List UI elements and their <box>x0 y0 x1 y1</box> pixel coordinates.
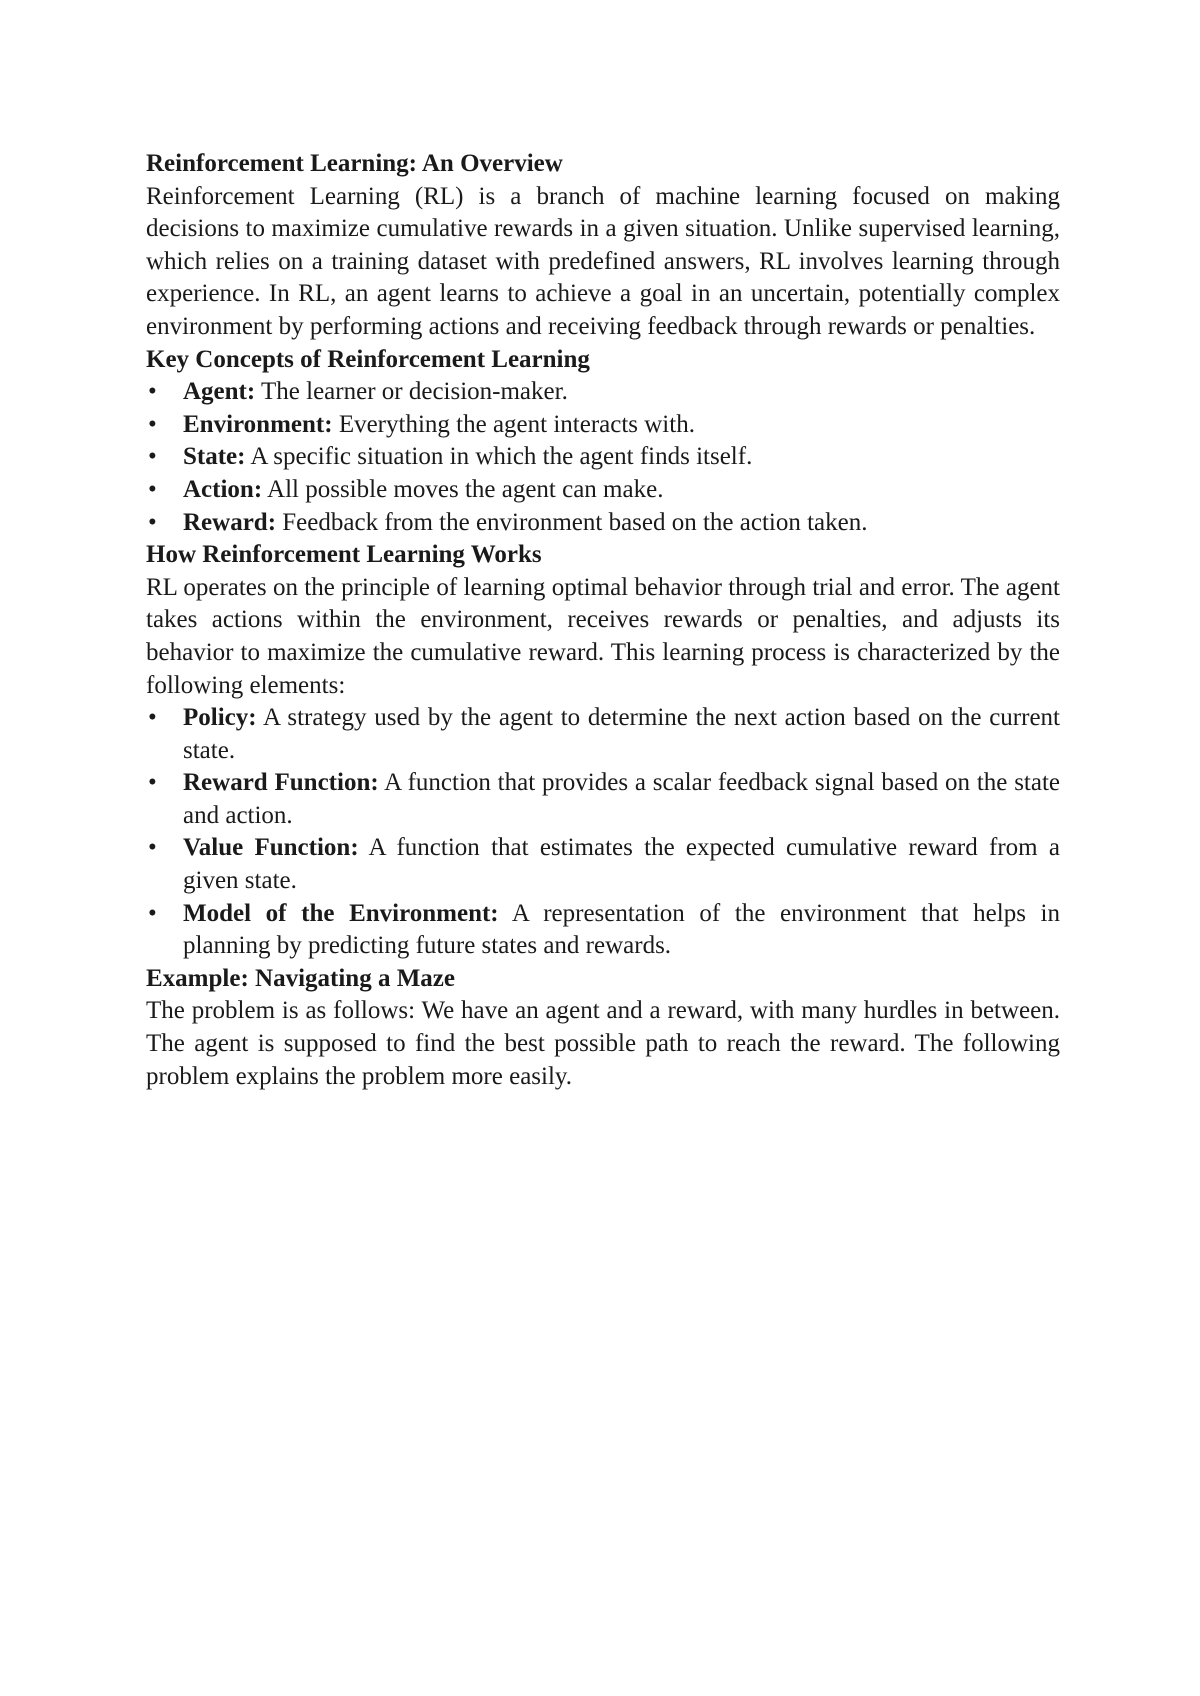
bullet-icon: • <box>148 834 157 862</box>
term-label: Agent: <box>183 378 256 406</box>
list-item <box>146 702 1060 767</box>
bullet-icon: • <box>148 475 157 503</box>
example-paragraph: The problem is as follows: We have an agent and a reward, with many hurdles in between. The agent is supposed to find the best possible path to reach the reward. The following problem explains the problem more easily. <box>146 997 1060 1090</box>
bullet-icon: • <box>148 410 157 438</box>
list-item <box>146 898 1060 963</box>
elements-list <box>146 702 1060 963</box>
term-label: State: <box>183 443 246 471</box>
list-item <box>146 767 1060 832</box>
term-description: Everything the agent interacts with. <box>332 410 695 438</box>
term-description: A function that estimates the expected cumulative reward from a given state. <box>183 834 1060 895</box>
term-description: Feedback from the environment based on the action taken. <box>276 508 868 536</box>
list-item <box>146 441 1060 474</box>
list-item <box>146 409 1060 442</box>
term-description: A strategy used by the agent to determine the next action based on the current state. <box>183 704 1060 764</box>
key-concepts-heading: Key Concepts of Reinforcement Learning <box>146 345 590 373</box>
term-label: Policy: <box>183 704 257 732</box>
bullet-icon: • <box>148 443 157 471</box>
document-title: Reinforcement Learning: An Overview <box>146 150 563 177</box>
term-label: Action: <box>183 475 263 503</box>
term-label: Reward: <box>183 508 277 536</box>
how-it-works-paragraph: RL operates on the principle of learning optimal behavior through trial and error. The agent takes actions within the environment, receives rewards or penalties, and adjusts its behavior to maximize the cumulative reward. This learning process is characterized by the following elements: <box>146 573 1060 699</box>
term-label: Environment: <box>183 410 333 438</box>
bullet-icon: • <box>148 378 157 406</box>
term-label: Value Function: <box>183 834 359 862</box>
bullet-icon: • <box>148 899 157 927</box>
key-concepts-list <box>146 376 1060 539</box>
how-it-works-heading: How Reinforcement Learning Works <box>146 541 542 569</box>
bullet-icon: • <box>148 704 157 732</box>
term-description: A specific situation in which the agent finds itself. <box>245 443 753 471</box>
term-label: Model of the Environment: <box>183 899 499 927</box>
term-description: A representation of the environment that helps in planning by predicting future states and rewards. <box>183 899 1060 960</box>
example-heading: Example: Navigating a Maze <box>146 964 455 992</box>
list-item <box>146 507 1060 540</box>
bullet-icon: • <box>148 769 157 797</box>
list-item <box>146 376 1060 409</box>
list-item <box>146 832 1060 897</box>
term-label: Reward Function: <box>183 769 379 797</box>
document-body <box>146 148 1060 1093</box>
term-description: A function that provides a scalar feedback signal based on the state and action. <box>183 769 1061 829</box>
bullet-icon: • <box>148 508 157 536</box>
term-description: The learner or decision-maker. <box>255 378 568 406</box>
intro-paragraph: Reinforcement Learning (RL) is a branch of machine learning focused on making decisions to maximize cumulative rewards in a given situation. Unlike supervised learning, which relies on a training dataset with predefined answers, RL involves learning through experience. In RL, an agent learns to achieve a goal in an uncertain, potentially complex environment by performing actions and receiving feedback through rewards or penalties. <box>146 182 1060 340</box>
list-item <box>146 474 1060 507</box>
term-description: All possible moves the agent can make. <box>262 475 664 503</box>
